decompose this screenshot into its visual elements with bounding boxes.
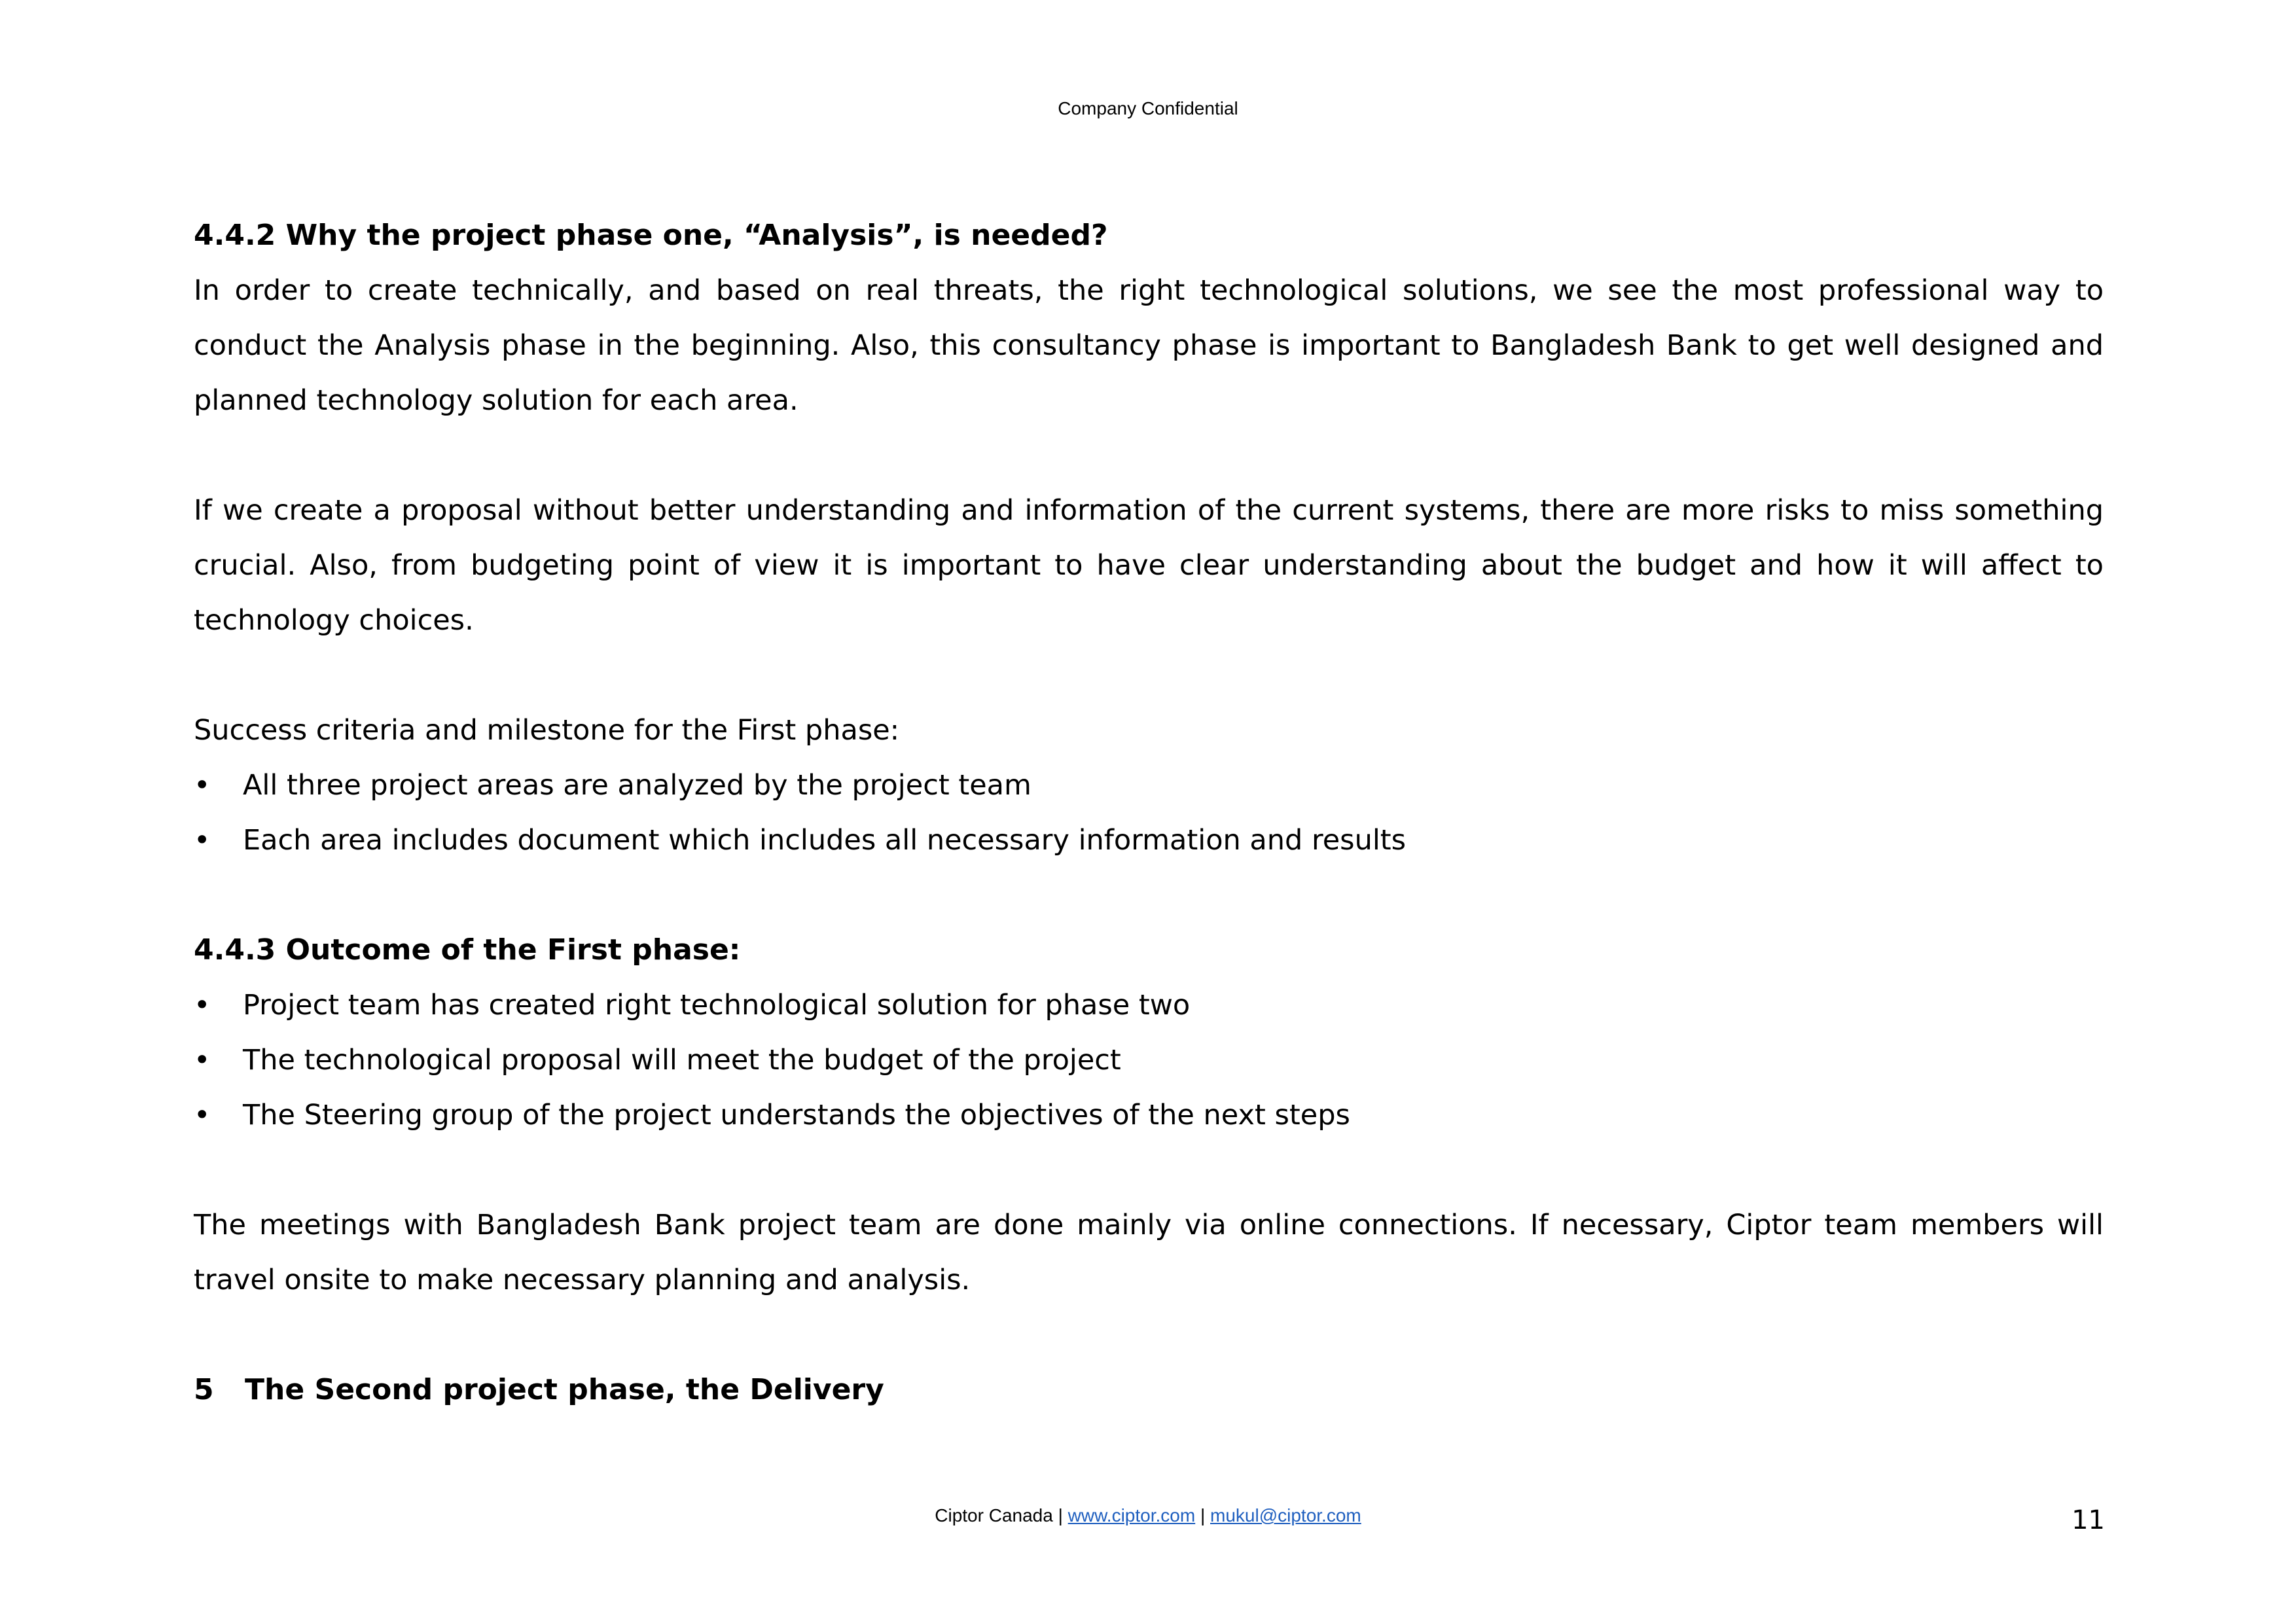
section-number: 5 bbox=[194, 1373, 214, 1406]
success-criteria-list bbox=[194, 758, 2104, 868]
list-item-text: The technological proposal will meet the budget of the project bbox=[243, 1044, 1121, 1077]
spacer bbox=[194, 868, 2104, 923]
list-item bbox=[194, 978, 2104, 1033]
outcome-list bbox=[194, 978, 2104, 1143]
list-item-text: All three project areas are analyzed by the project team bbox=[243, 769, 1031, 802]
email-link[interactable]: mukul@ciptor.com bbox=[1210, 1505, 1361, 1525]
section-5-heading bbox=[194, 1363, 2104, 1418]
section-442-heading: 4.4.2 Why the project phase one, “Analysis”, is needed? bbox=[194, 219, 1108, 252]
footer-separator: | bbox=[1200, 1505, 1206, 1525]
bullet-icon: • bbox=[194, 1099, 211, 1132]
spacer bbox=[194, 1143, 2104, 1198]
bullet-icon: • bbox=[194, 1044, 211, 1077]
section-442-paragraph-1: In order to create technically, and based on real threats, the right technological solutions, we see the most professional way to conduct the Analysis phase in the beginning. Also, this consultancy phase is important to Bangladesh Bank to get well designed and planned technology solution for each area. bbox=[194, 274, 2104, 417]
footer-separator: | bbox=[1058, 1505, 1063, 1525]
list-item bbox=[194, 813, 2104, 868]
spacer bbox=[194, 648, 2104, 703]
spacer bbox=[194, 1308, 2104, 1363]
bullet-icon: • bbox=[194, 989, 211, 1022]
success-criteria-intro: Success criteria and milestone for the First phase: bbox=[194, 714, 900, 747]
section-443-heading: 4.4.3 Outcome of the First phase: bbox=[194, 933, 741, 967]
list-item bbox=[194, 1033, 2104, 1088]
page-header: Company Confidential bbox=[1058, 98, 1238, 118]
website-link[interactable]: www.ciptor.com bbox=[1067, 1505, 1196, 1525]
meetings-paragraph: The meetings with Bangladesh Bank project team are done mainly via online connections. If necessary, Ciptor team members will travel onsite to make necessary planning and analysis. bbox=[194, 1209, 2104, 1296]
list-item-text: The Steering group of the project understands the objectives of the next steps bbox=[243, 1099, 1350, 1132]
page-content bbox=[194, 208, 2104, 1418]
page-footer bbox=[0, 1505, 2296, 1526]
list-item-text: Each area includes document which includes all necessary information and results bbox=[243, 824, 1407, 857]
section-title: The Second project phase, the Delivery bbox=[245, 1373, 884, 1406]
page-number: 11 bbox=[2072, 1505, 2105, 1535]
bullet-icon: • bbox=[194, 824, 211, 857]
list-item-text: Project team has created right technological solution for phase two bbox=[243, 989, 1191, 1022]
spacer bbox=[194, 428, 2104, 483]
list-item bbox=[194, 758, 2104, 813]
bullet-icon: • bbox=[194, 769, 211, 802]
list-item bbox=[194, 1088, 2104, 1143]
footer-company: Ciptor Canada bbox=[935, 1505, 1053, 1525]
section-442-paragraph-2: If we create a proposal without better understanding and information of the current systems, there are more risks to miss something crucial. Also, from budgeting point of view it is important to have clear understanding about the budget and how it will affect to technology choices. bbox=[194, 494, 2104, 637]
